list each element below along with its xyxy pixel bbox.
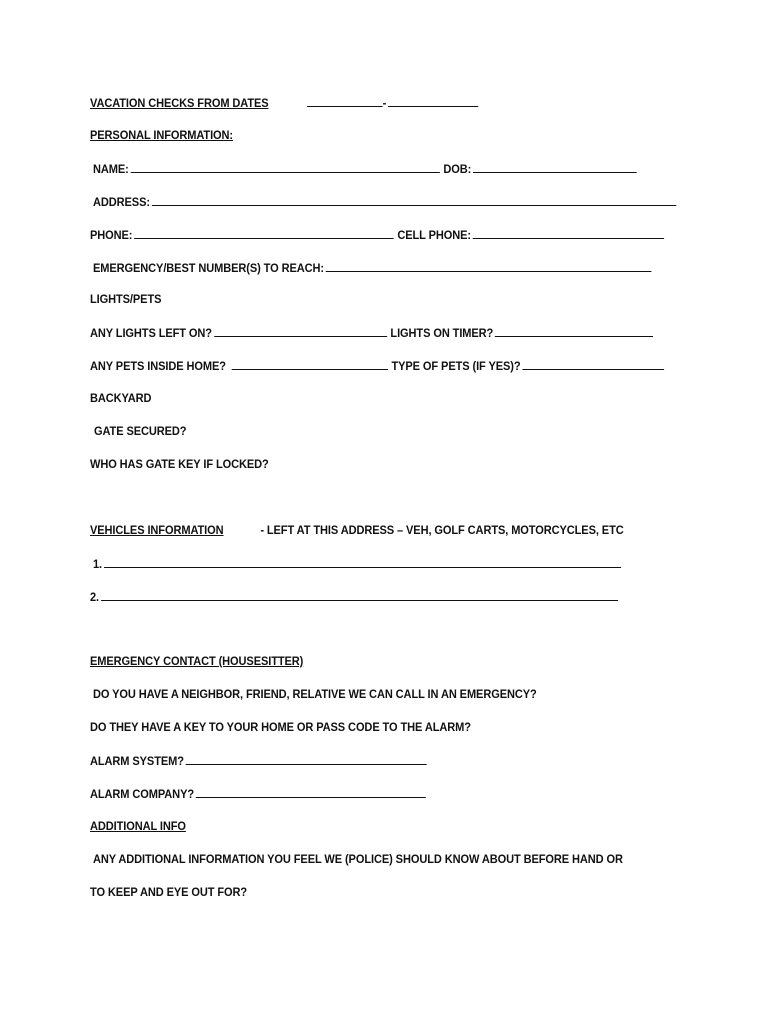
address-field[interactable] bbox=[152, 194, 676, 206]
emergency-contact-heading: EMERGENCY CONTACT (HOUSESITTER) bbox=[90, 654, 304, 668]
dob-label: DOB: bbox=[443, 162, 472, 176]
additional-info-line-2: TO KEEP AND EYE OUT FOR? bbox=[90, 885, 248, 899]
dob-field[interactable] bbox=[473, 161, 637, 173]
emergency-contact-question-2: DO THEY HAVE A KEY TO YOUR HOME OR PASS CODE TO THE ALARM? bbox=[90, 720, 471, 734]
name-field[interactable] bbox=[131, 161, 440, 173]
alarm-company-label: ALARM COMPANY? bbox=[90, 787, 195, 801]
gate-key-question: WHO HAS GATE KEY IF LOCKED? bbox=[90, 457, 269, 471]
vehicles-note: - LEFT AT THIS ADDRESS – VEH, GOLF CARTS, MOTORCYCLES, ETC bbox=[260, 523, 624, 537]
alarm-company-field[interactable] bbox=[196, 786, 426, 798]
vacation-dates-row bbox=[90, 95, 478, 110]
phone-row bbox=[90, 227, 664, 242]
emergency-number-field[interactable] bbox=[326, 260, 652, 272]
address-label: ADDRESS: bbox=[93, 195, 150, 209]
pet-type-label: TYPE OF PETS (IF YES)? bbox=[391, 359, 521, 373]
emergency-number-row bbox=[93, 260, 651, 275]
pets-inside-field[interactable] bbox=[231, 358, 387, 370]
end-date-field[interactable] bbox=[388, 95, 478, 107]
start-date-field[interactable] bbox=[307, 95, 382, 107]
gate-secured-question: GATE SECURED? bbox=[94, 424, 187, 438]
address-row bbox=[93, 194, 676, 209]
vehicles-row bbox=[90, 523, 624, 537]
alarm-system-label: ALARM SYSTEM? bbox=[90, 754, 184, 768]
alarm-system-row bbox=[90, 753, 427, 768]
emergency-contact-question-1: DO YOU HAVE A NEIGHBOR, FRIEND, RELATIVE WE CAN CALL IN AN EMERGENCY? bbox=[93, 687, 537, 701]
emergency-number-label: EMERGENCY/BEST NUMBER(S) TO REACH: bbox=[93, 261, 324, 275]
vehicle-1-field[interactable] bbox=[104, 556, 621, 568]
lights-pets-heading: LIGHTS/PETS bbox=[90, 292, 162, 306]
cell-phone-label: CELL PHONE: bbox=[397, 228, 471, 242]
name-label: NAME: bbox=[93, 162, 129, 176]
lights-left-field[interactable] bbox=[214, 325, 387, 337]
name-dob-row bbox=[93, 161, 637, 176]
date-separator: - bbox=[382, 96, 387, 110]
alarm-system-field[interactable] bbox=[186, 753, 427, 765]
alarm-company-row bbox=[90, 786, 426, 801]
cell-phone-field[interactable] bbox=[473, 227, 664, 239]
pets-inside-label: ANY PETS INSIDE HOME? bbox=[90, 359, 226, 373]
additional-info-line-1: ANY ADDITIONAL INFORMATION YOU FEEL WE (POLICE) SHOULD KNOW ABOUT BEFORE HAND OR bbox=[93, 852, 623, 866]
backyard-heading: BACKYARD bbox=[90, 391, 152, 405]
vehicles-heading: VEHICLES INFORMATION bbox=[90, 523, 224, 537]
vehicle-item-1 bbox=[93, 556, 621, 571]
lights-timer-field[interactable] bbox=[495, 325, 653, 337]
vehicle-item-2 bbox=[90, 589, 618, 604]
vehicle-2-number: 2. bbox=[90, 590, 100, 604]
lights-timer-label: LIGHTS ON TIMER? bbox=[390, 326, 494, 340]
pet-type-field[interactable] bbox=[522, 358, 664, 370]
pets-row bbox=[90, 358, 664, 373]
lights-left-label: ANY LIGHTS LEFT ON? bbox=[90, 326, 212, 340]
form-title: VACATION CHECKS FROM DATES bbox=[90, 96, 269, 110]
personal-info-heading: PERSONAL INFORMATION: bbox=[90, 128, 234, 142]
phone-field[interactable] bbox=[134, 227, 393, 239]
lights-row bbox=[90, 325, 653, 340]
additional-info-heading: ADDITIONAL INFO bbox=[90, 819, 186, 833]
vehicle-1-number: 1. bbox=[93, 557, 103, 571]
vehicle-2-field[interactable] bbox=[101, 589, 618, 601]
phone-label: PHONE: bbox=[90, 228, 133, 242]
